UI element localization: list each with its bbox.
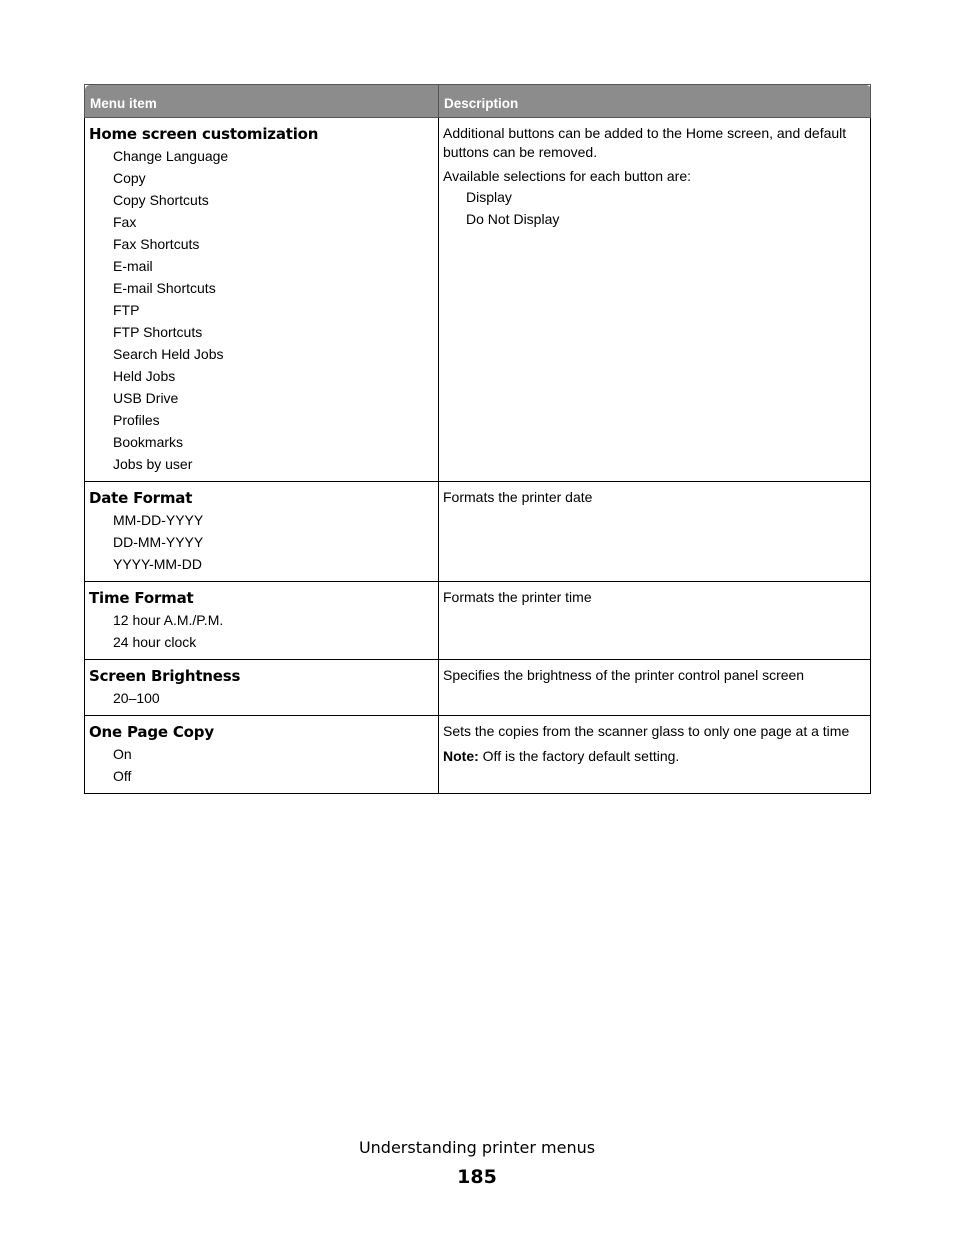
note-body: Off is the factory default setting. [478,748,680,764]
description-text: Available selections for each button are: [443,168,692,184]
table-row [85,716,871,794]
menu-option: Profiles [113,412,160,428]
menu-item-cell [85,582,439,660]
menu-option: E-mail Shortcuts [113,280,216,296]
table-header-row [85,85,871,118]
description-text: Specifies the brightness of the printer control panel screen [443,667,805,683]
menu-option: 24 hour clock [113,634,197,650]
description-cell [439,482,871,582]
footer-section-title: Understanding printer menus [358,1138,596,1157]
menu-item-title: Time Format [89,589,194,607]
menu-item-title: Date Format [89,489,193,507]
description-text: Additional buttons can be added to the Home screen, and default buttons can be removed. [443,125,847,160]
menu-option: Copy [113,170,146,186]
menu-option: Fax [113,214,137,230]
note-text [443,747,866,766]
menu-option: 20–100 [113,690,160,706]
table-row [85,660,871,716]
menu-option: Off [113,768,132,784]
description-cell [439,660,871,716]
menu-option: Search Held Jobs [113,346,224,362]
note-label: Note: [443,748,479,764]
menu-option: YYYY-MM-DD [113,556,202,572]
menu-item-cell [85,716,439,794]
menu-option: FTP Shortcuts [113,324,203,340]
menu-item-title: One Page Copy [89,723,214,741]
menu-option: Bookmarks [113,434,184,450]
description-text: Formats the printer date [443,489,593,505]
description-text: Formats the printer time [443,589,592,605]
table-row [85,582,871,660]
menu-option: FTP [113,302,140,318]
header-menu-item: Menu item [85,85,439,118]
selection-option: Do Not Display [466,211,560,227]
selection-option: Display [466,189,512,205]
menu-option: Copy Shortcuts [113,192,209,208]
menu-option: USB Drive [113,390,179,406]
menu-option: Fax Shortcuts [113,236,200,252]
table-row [85,482,871,582]
menu-item-title: Screen Brightness [89,667,241,685]
table-row [85,118,871,482]
menu-item-title: Home screen customization [89,125,319,143]
description-cell [439,582,871,660]
menu-option: 12 hour A.M./P.M. [113,612,224,628]
menu-option: Jobs by user [113,456,193,472]
menu-item-cell [85,660,439,716]
page-number: 185 [457,1166,497,1188]
menu-option: DD-MM-YYYY [113,534,204,550]
menu-item-cell [85,118,439,482]
menu-settings-table [84,84,871,794]
menu-option: Change Language [113,148,229,164]
menu-option: On [113,746,132,762]
description-cell [439,716,871,794]
menu-option: Held Jobs [113,368,176,384]
menu-option: E-mail [113,258,153,274]
header-description: Description [439,85,871,118]
description-cell [439,118,871,482]
menu-item-cell [85,482,439,582]
menu-option: MM-DD-YYYY [113,512,204,528]
description-text: Sets the copies from the scanner glass to only one page at a time [443,723,850,739]
